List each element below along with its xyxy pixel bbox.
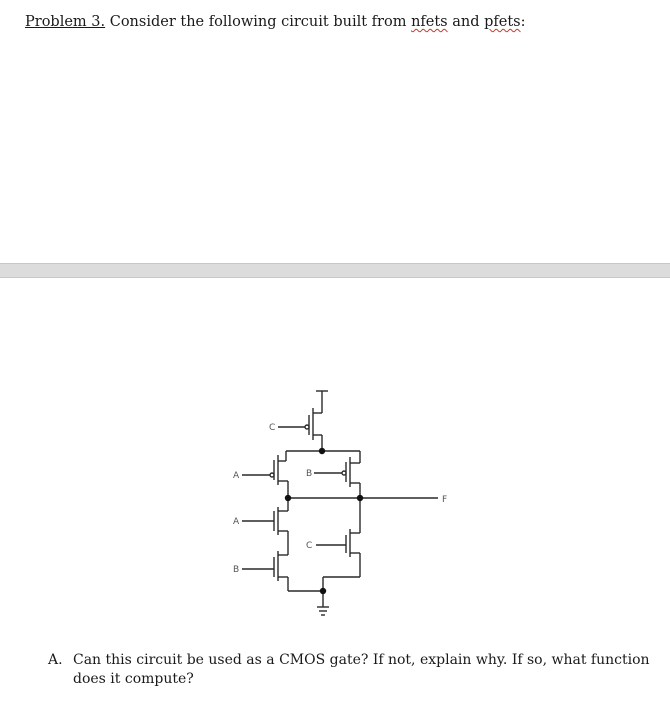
label-c-top: C: [269, 423, 276, 433]
question-a: [48, 651, 658, 689]
question-label: A.: [48, 652, 63, 668]
label-b-pmos: B: [306, 469, 313, 479]
problem-label: Problem 3.: [25, 14, 106, 30]
text-and: and: [452, 14, 480, 30]
label-c-nmos: C: [306, 541, 313, 551]
problem-text: Consider the following circuit built from: [109, 14, 407, 30]
label-b-nmos: B: [233, 565, 240, 575]
cmos-circuit-diagram: [220, 385, 460, 625]
label-output-f: F: [442, 495, 448, 505]
term-nfets: nfets: [411, 14, 448, 30]
page-break-separator: [0, 263, 670, 278]
question-text: Can this circuit be used as a CMOS gate? If not, explain why. If so, what function does it compute?: [73, 652, 650, 687]
term-pfets: pfets: [484, 14, 521, 30]
heading-colon: :: [520, 14, 526, 30]
label-a-nmos: A: [233, 517, 240, 527]
problem-heading: [25, 14, 526, 30]
label-a-pmos: A: [233, 471, 240, 481]
